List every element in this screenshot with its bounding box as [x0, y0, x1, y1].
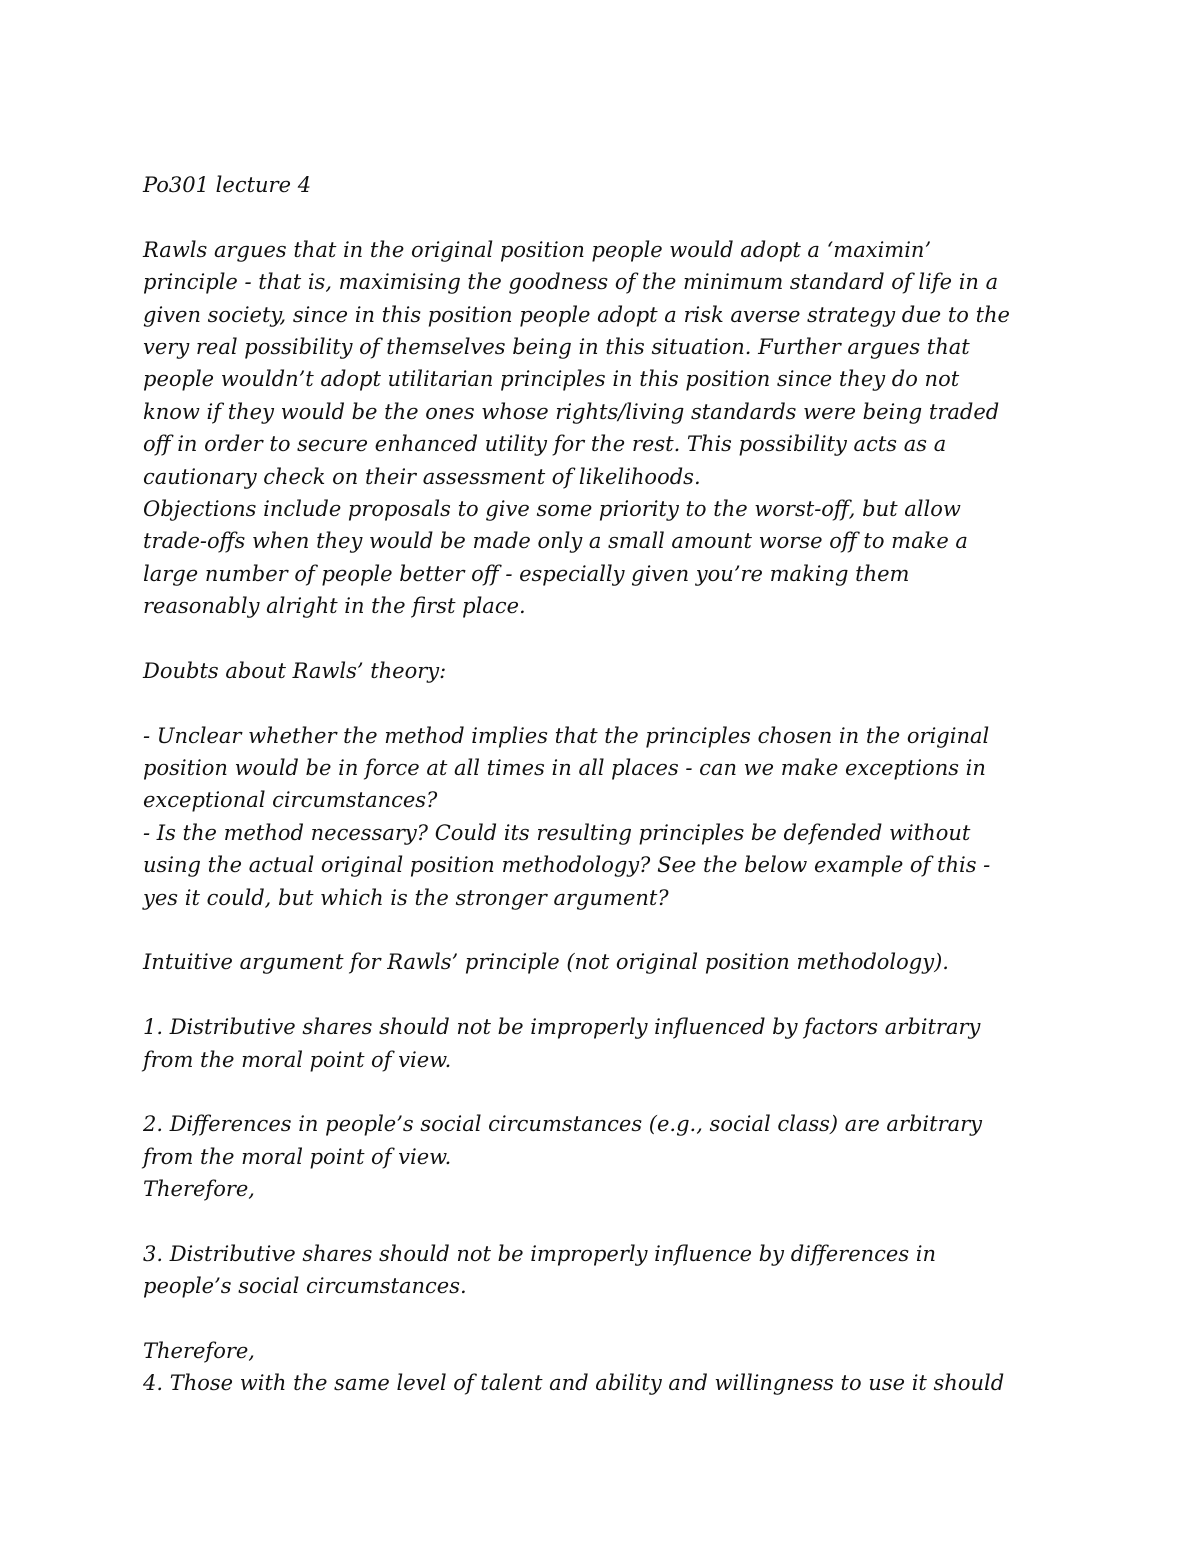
text-line: from the moral point of view. [143, 1144, 452, 1169]
premise-4: 4. Those with the same level of talent and ability and willingness to use it should [143, 1371, 1005, 1396]
blank-line [143, 979, 1063, 1011]
text-line: Rawls argues that in the original position people would adopt a ‘maximin’ [143, 237, 932, 262]
text-line: - Unclear whether the method implies that the principles chosen in the original [143, 723, 990, 748]
text-line: exceptional circumstances? [143, 788, 438, 813]
blank-line [143, 201, 1063, 233]
text-line: off in order to secure enhanced utility for the rest. This possibility acts as a [143, 432, 947, 457]
blank-line [143, 687, 1063, 719]
blank-line [143, 622, 1063, 654]
text-line: from the moral point of view. [143, 1047, 452, 1072]
paragraph-doubts [143, 720, 1063, 914]
intuitive-heading: Intuitive argument for Rawls’ principle (not original position methodology). [143, 950, 949, 975]
text-line: Objections include proposals to give some priority to the worst-off, but allow [143, 496, 961, 521]
text-line: yes it could, but which is the stronger argument? [143, 885, 669, 910]
document-body [143, 169, 1063, 1400]
blank-line [143, 1076, 1063, 1108]
text-line: know if they would be the ones whose rights/living standards were being traded [143, 399, 1000, 424]
text-line: reasonably alright in the first place. [143, 594, 526, 619]
text-line: people wouldn’t adopt utilitarian principles in this position since they do not [143, 367, 960, 392]
blank-line [143, 1303, 1063, 1335]
premise-1 [143, 1011, 1063, 1076]
text-line: large number of people better off - especially given you’re making them [143, 561, 910, 586]
text-line: cautionary check on their assessment of likelihoods. [143, 464, 701, 489]
text-line: - Is the method necessary? Could its resulting principles be defended without [143, 820, 971, 845]
text-line: 2. Differences in people’s social circumstances (e.g., social class) are arbitrary [143, 1112, 983, 1137]
document-title: Po301 lecture 4 [143, 173, 312, 197]
text-line: trade-offs when they would be made only a small amount worse off to make a [143, 529, 968, 554]
text-line: people’s social circumstances. [143, 1274, 467, 1299]
text-line: given society, since in this position people adopt a risk averse strategy due to the [143, 302, 1010, 327]
text-line: very real possibility of themselves being in this situation. Further argues that [143, 334, 970, 359]
therefore-line: Therefore, [143, 1339, 255, 1364]
text-line: using the actual original position methodology? See the below example of this - [143, 853, 991, 878]
text-line: 1. Distributive shares should not be improperly influenced by factors arbitrary [143, 1015, 981, 1040]
text-line: principle - that is, maximising the goodness of the minimum standard of life in a [143, 270, 999, 295]
doubts-heading: Doubts about Rawls’ theory: [143, 658, 447, 683]
premise-3 [143, 1238, 1063, 1303]
text-line: 3. Distributive shares should not be improperly influence by differences in [143, 1241, 937, 1266]
text-line: position would be in force at all times in all places - can we make exceptions in [143, 756, 986, 781]
blank-line [143, 914, 1063, 946]
paragraph-maximin [143, 234, 1063, 623]
text-line: Therefore, [143, 1177, 255, 1202]
blank-line [143, 1206, 1063, 1238]
premise-2 [143, 1108, 1063, 1205]
